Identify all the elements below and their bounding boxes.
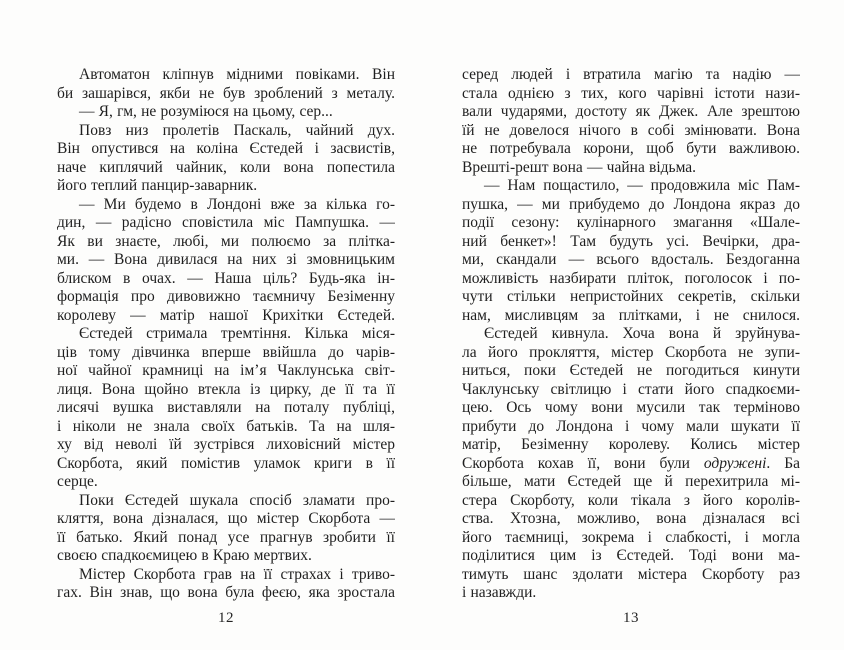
text-line (462, 362, 800, 381)
text-segment: не потребувала корони, щоб бути важливою. (462, 140, 800, 157)
text-line (57, 159, 395, 178)
text-line (462, 344, 800, 363)
text-line (57, 270, 395, 289)
text-segment: ства. Хтозна, можливо, вона дізналася всі (462, 510, 800, 527)
text-line (57, 584, 395, 603)
text-segment: Містер Скорбота грав на її страхах і триво- (79, 565, 395, 583)
text-segment: ми, скандали — всього вдосталь. Бездоганна (462, 251, 800, 268)
text-line (57, 85, 395, 104)
text-line (57, 381, 395, 400)
book-page-left (57, 66, 395, 627)
text-segment: лисячі вушка виставляли на поталу публіці, (57, 399, 395, 416)
text-segment: Врешті-решт вона — чайна відьма. (462, 158, 697, 176)
text-line (57, 566, 395, 585)
text-segment: блиском в очах. — Наша ціль? Будь-яка ін- (57, 269, 395, 287)
text-line (57, 547, 395, 566)
text-line (462, 492, 800, 511)
text-line (57, 418, 395, 437)
text-line (57, 122, 395, 141)
page-text (57, 66, 395, 603)
text-segment: його таємниці, зокрема і слабкості, і могла (462, 528, 800, 546)
text-segment: прибути до Лондона і чому мали шукати її (462, 417, 800, 435)
text-segment: пушка, — ми прибудемо до Лондона якраз до (462, 195, 800, 213)
text-line (57, 399, 395, 418)
text-segment: своєю спадкоємицею в Краю мертвих. (57, 547, 312, 564)
text-segment: стала однією з тих, кого чарівні істоти нази- (462, 84, 800, 102)
text-segment: нам, мисливцям за плітками, і не снилося. (462, 306, 800, 324)
text-segment: дин, — радісно сповістила міс Пампушка. — (57, 214, 395, 231)
text-segment: лиця. Вона щойно втекла із цирку, де її та її (57, 380, 395, 398)
text-line (57, 436, 395, 455)
text-line (57, 529, 395, 548)
text-line (462, 566, 800, 585)
text-line (57, 288, 395, 307)
page-number: 13 (623, 609, 639, 626)
page-text (462, 66, 800, 603)
text-segment: Єстедей кивнула. Хоча вона й зруйнува- (484, 325, 800, 342)
text-line (462, 473, 800, 492)
text-segment: серце. (57, 473, 98, 490)
text-segment: би зашарівся, якби не був зроблений з металу. (57, 84, 395, 102)
text-line (57, 66, 395, 85)
text-line (462, 529, 800, 548)
text-line (462, 399, 800, 418)
text-line (57, 307, 395, 326)
text-line (57, 196, 395, 215)
text-segment: і ніколи не знала своїх батьків. Та на шля- (57, 417, 395, 435)
text-segment: ців тому дівчинка вперше ввійшла до чарів- (57, 343, 395, 361)
text-line (462, 455, 800, 474)
text-segment: поділитися цим із Єстедей. Тоді вони ма- (462, 547, 800, 564)
text-segment: ла його прокляття, містер Скорбота не зупи- (462, 343, 800, 361)
text-line (57, 140, 395, 159)
text-line (462, 418, 800, 437)
text-line (462, 103, 800, 122)
text-segment: цею. Ось чому вони мусили так терміново (462, 399, 800, 416)
text-line (462, 307, 800, 326)
text-segment: ниться, поки Єстедей не погодиться кинути (462, 362, 800, 379)
text-line (462, 436, 800, 455)
text-line (462, 510, 800, 529)
book-page-right (462, 66, 800, 627)
text-segment: і назавжди. (462, 584, 537, 601)
text-segment: Поки Єстедей шукала спосіб зламати про- (79, 491, 395, 509)
text-line (57, 251, 395, 270)
text-segment: королеву — матір нашої Крихітки Єстедей. (57, 306, 395, 324)
text-line (57, 325, 395, 344)
text-line (462, 547, 800, 566)
text-line (57, 362, 395, 381)
text-line (57, 103, 395, 122)
text-line (57, 214, 395, 233)
text-segment: — Ми будемо в Лондоні вже за кілька го- (79, 195, 395, 213)
text-segment: серед людей і втратила магію та надію — (462, 66, 800, 83)
text-line (57, 344, 395, 363)
text-segment: ми. — Вона дивилася на них зі змовницьким (57, 251, 395, 268)
text-segment: їй не довелося нічого в собі змінювати. Вона (462, 121, 800, 139)
text-line (57, 177, 395, 196)
text-line (57, 492, 395, 511)
text-segment: тимуть шанс здолати містера Скорботу раз (462, 565, 800, 583)
text-line (462, 177, 800, 196)
text-line (57, 510, 395, 529)
text-segment: Чаклунську світлицю і стати його спадкоєми- (462, 380, 800, 398)
page-number: 12 (218, 609, 234, 626)
text-segment: більше, мати Єстедей ще й перехитрила мі- (462, 473, 800, 490)
text-line (57, 455, 395, 474)
text-line (462, 325, 800, 344)
text-line (57, 233, 395, 252)
text-segment: формація про дивовижно таємничу Безіменну (57, 288, 395, 305)
text-line (462, 196, 800, 215)
text-line (462, 288, 800, 307)
text-segment: — Нам пощастило, — продовжила міс Пам- (484, 177, 800, 194)
text-segment: Автоматон кліпнув мідними повіками. Він (79, 66, 395, 83)
text-line (462, 584, 800, 603)
text-segment: його теплий панцир-заварник. (57, 177, 258, 194)
text-line (57, 473, 395, 492)
text-segment: наче киплячий чайник, коли вона попестила (57, 158, 395, 176)
text-line (462, 140, 800, 159)
text-line (462, 85, 800, 104)
text-segment: ний бенкет»! Там будуть усі. Вечірки, дра- (462, 232, 800, 250)
text-segment: гах. Він знав, що вона була феєю, яка зростала (57, 584, 395, 601)
text-segment: Скорбота, який помістив уламок криги в її (57, 454, 395, 472)
italic-text: одружені (703, 454, 767, 472)
text-segment: стера Скорботу, коли тікала з його королів- (462, 491, 800, 509)
text-segment: можливість назбирати пліток, поголосок і по- (462, 269, 800, 287)
text-line (462, 381, 800, 400)
text-segment: чути стільки непристойних секретів, скільки (462, 288, 800, 305)
text-segment: її батько. Який понад усе прагнув зробити її (57, 528, 395, 546)
text-segment: кляття, вона дізналася, що містер Скорбота — (57, 510, 395, 527)
text-segment: Він опустився на коліна Єстедей і засвистів, (57, 140, 395, 157)
text-line (462, 159, 800, 178)
text-segment: Єстедей стримала тремтіння. Кілька міся- (79, 325, 395, 342)
text-segment: Повз низ пролетів Паскаль, чайний дух. (79, 121, 395, 139)
text-segment: Як ви знаєте, любі, ми полюємо за плітка- (57, 232, 395, 250)
text-line (462, 214, 800, 233)
text-segment: вали чударями, достоту як Джек. Але зрештою (462, 103, 800, 120)
text-segment: події сезону: кулінарного змагання «Шале- (462, 214, 800, 231)
text-line (462, 233, 800, 252)
text-line (462, 251, 800, 270)
text-line (462, 66, 800, 85)
text-line (462, 270, 800, 289)
text-segment: матір, Безіменну королеву. Колись містер (462, 436, 800, 453)
text-segment: ху від неволі їй зустрівся лиховісний містер (57, 436, 395, 453)
text-segment: — Я, гм, не розуміюся на цьому, сер... (79, 103, 333, 120)
text-segment: ної чайної крамниці на ім’я Чаклунська світ- (57, 362, 395, 379)
text-segment: . Ба (766, 454, 800, 472)
text-segment: Скорбота кохав її, вони були (462, 454, 704, 472)
text-line (462, 122, 800, 141)
